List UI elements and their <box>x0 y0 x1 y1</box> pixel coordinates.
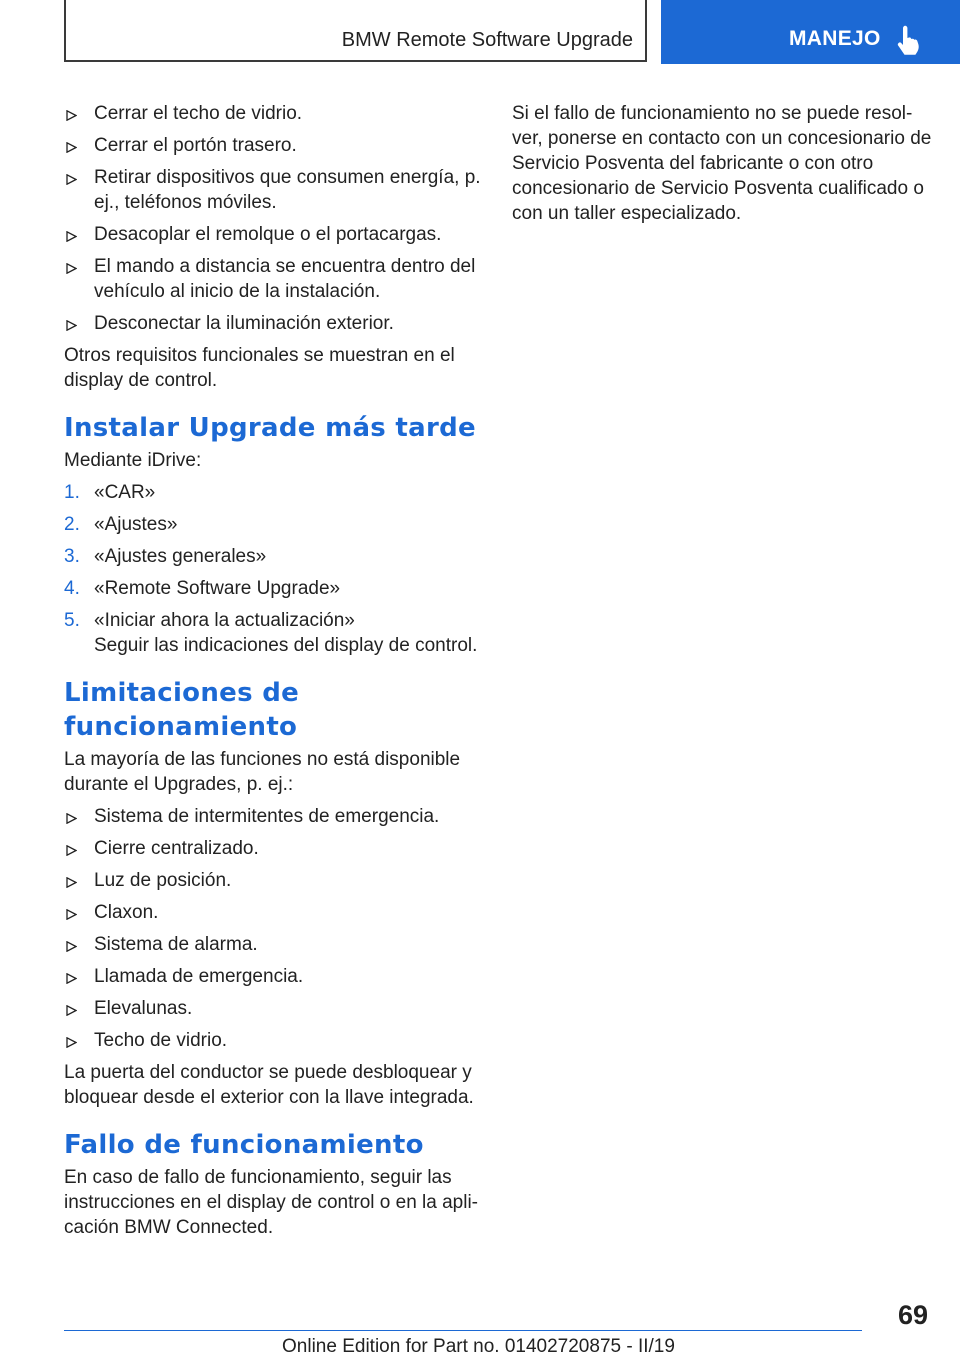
triangle-bullet-icon <box>66 845 77 856</box>
step-item <box>64 544 482 569</box>
list-item <box>64 254 482 304</box>
list-item <box>64 804 482 829</box>
limitations-note: La puerta del conductor se puede desbloquear y bloquear desde el exterior con la llave integrada. <box>64 1062 474 1108</box>
triangle-bullet-icon <box>66 941 77 952</box>
list-item <box>64 836 482 861</box>
section-intro: La mayoría de las funciones no está disponible durante el Upgrades, p. ej.: <box>64 749 461 795</box>
triangle-bullet-icon <box>66 909 77 920</box>
triangle-bullet-icon <box>66 174 77 185</box>
triangle-bullet-icon <box>66 320 77 331</box>
step-text: «Iniciar ahora la actualización» <box>94 610 355 631</box>
header-title: BMW Remote Software Upgrade <box>341 29 633 51</box>
left-column <box>64 101 482 1247</box>
list-item <box>64 996 482 1021</box>
triangle-bullet-icon <box>66 973 77 984</box>
step-text: «Ajustes» <box>94 514 178 535</box>
list-item-text: Elevalunas. <box>94 998 193 1019</box>
list-item-text: Retirar dispositivos que consumen energía, p. ej., teléfonos móviles. <box>94 167 481 213</box>
step-item <box>64 608 482 633</box>
prerequisite-list <box>64 101 482 336</box>
malfunction-text: En caso de fallo de funcionamiento, seguir las instrucciones en el display de control o en la apli‐cación BMW Connected. <box>64 1167 479 1238</box>
steps-list <box>64 480 482 633</box>
footer-divider <box>64 1330 862 1331</box>
list-item-text: Luz de posición. <box>94 870 232 891</box>
section-heading-install-later: Instalar Upgrade más tarde <box>64 413 476 443</box>
list-item <box>64 964 482 989</box>
list-item <box>64 101 482 126</box>
list-item <box>64 1028 482 1053</box>
page-number: 69 <box>897 1300 928 1330</box>
footer-edition: Online Edition for Part no. 01402720875 - II/19 <box>282 1336 675 1357</box>
header-title-box <box>64 0 647 62</box>
step-number: 5. <box>64 610 80 631</box>
limitations-list <box>64 804 482 1053</box>
list-item-text: Claxon. <box>94 902 159 923</box>
step-text: «Remote Software Upgrade» <box>94 578 341 599</box>
right-column <box>512 101 932 233</box>
step-item <box>64 480 482 505</box>
list-item <box>64 222 482 247</box>
list-item <box>64 932 482 957</box>
triangle-bullet-icon <box>66 110 77 121</box>
list-item-text: Desconectar la iluminación exterior. <box>94 313 394 334</box>
triangle-bullet-icon <box>66 1005 77 1016</box>
list-item-text: Sistema de intermitentes de emergencia. <box>94 806 440 827</box>
list-item-text: Cerrar el portón trasero. <box>94 135 297 156</box>
list-item <box>64 868 482 893</box>
triangle-bullet-icon <box>66 231 77 242</box>
chapter-tab[interactable] <box>661 0 960 64</box>
step-number: 3. <box>64 546 80 567</box>
section-heading-limitations: Limitaciones de funcionamiento <box>64 678 300 742</box>
section-intro: Mediante iDrive: <box>64 450 202 471</box>
list-item <box>64 900 482 925</box>
step-number: 2. <box>64 514 80 535</box>
prerequisite-note: Otros requisitos funcionales se muestran en el display de control. <box>64 345 455 391</box>
triangle-bullet-icon <box>66 813 77 824</box>
list-item-text: El mando a distancia se encuentra dentro del vehículo al inicio de la instalación. <box>94 256 476 302</box>
list-item-text: Sistema de alarma. <box>94 934 258 955</box>
chapter-tab-label: MANEJO <box>789 27 881 50</box>
step-text: «CAR» <box>94 482 156 503</box>
list-item-text: Llamada de emergencia. <box>94 966 304 987</box>
list-item-text: Desacoplar el remolque o el portacargas. <box>94 224 442 245</box>
list-item-text: Techo de vidrio. <box>94 1030 228 1051</box>
list-item <box>64 165 482 215</box>
step-number: 1. <box>64 482 80 503</box>
list-item <box>64 311 482 336</box>
step-text: «Ajustes generales» <box>94 546 267 567</box>
list-item-text: Cierre centralizado. <box>94 838 259 859</box>
hand-pointer-icon <box>895 25 921 57</box>
step-follow-up: Seguir las indicaciones del display de control. <box>94 635 478 656</box>
section-heading-malfunction: Fallo de funcionamiento <box>64 1130 424 1160</box>
list-item-text: Cerrar el techo de vidrio. <box>94 103 303 124</box>
malfunction-continued-text: Si el fallo de funcionamiento no se puede resol‐ver, ponerse en contacto con un concesionario de Servicio Posventa del fabricante o con otro concesionario de Servicio Posventa cualificado o con un taller especializado. <box>512 103 932 224</box>
triangle-bullet-icon <box>66 142 77 153</box>
step-item <box>64 576 482 601</box>
triangle-bullet-icon <box>66 877 77 888</box>
list-item <box>64 133 482 158</box>
triangle-bullet-icon <box>66 263 77 274</box>
step-number: 4. <box>64 578 80 599</box>
triangle-bullet-icon <box>66 1037 77 1048</box>
step-item <box>64 512 482 537</box>
